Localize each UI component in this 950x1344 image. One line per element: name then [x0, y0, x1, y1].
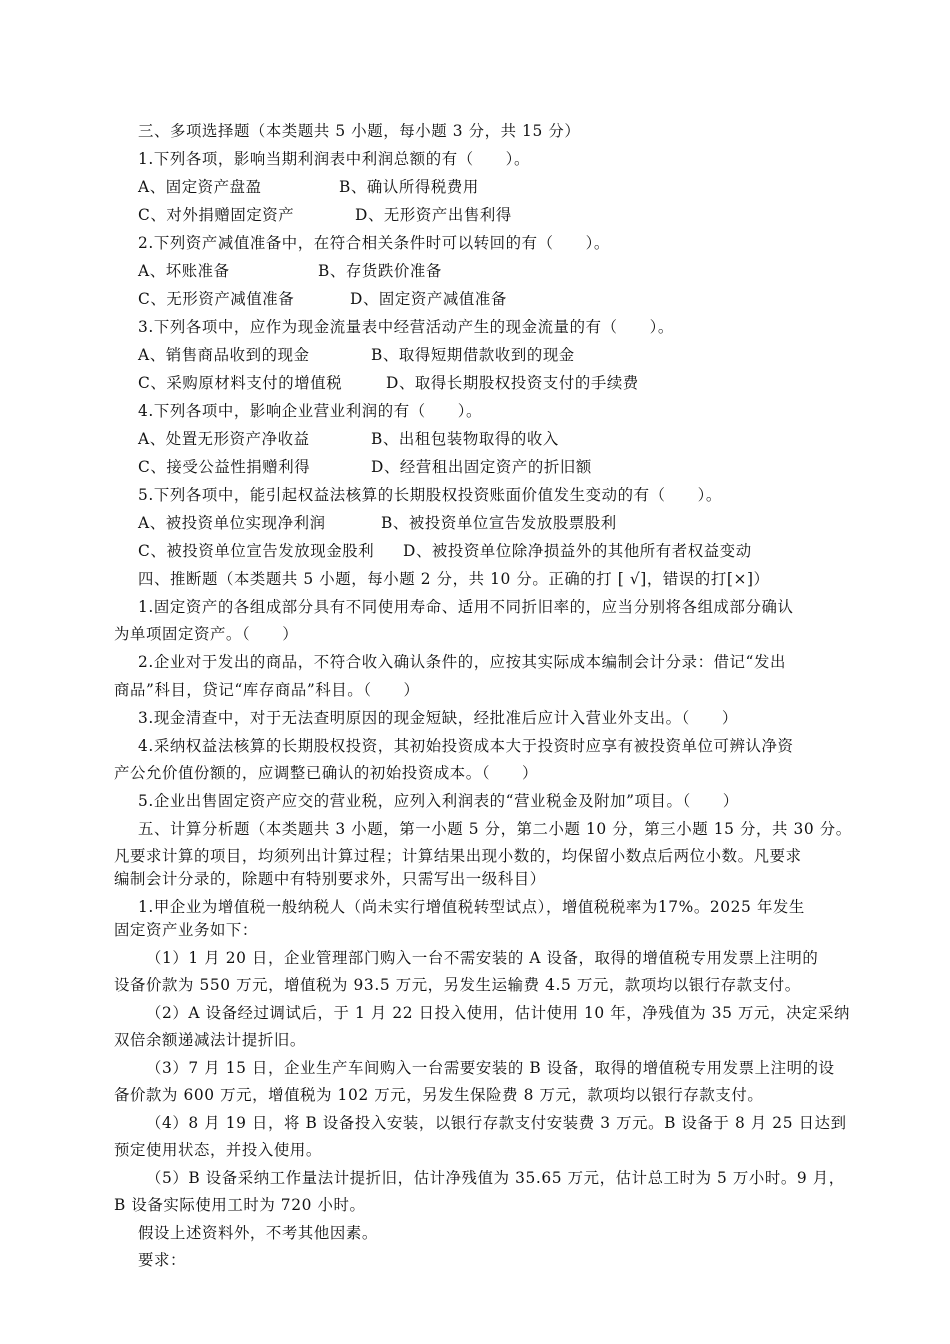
- paragraph-line: 3.现金清查中，对于无法查明原因的现金短缺，经批准后应计入营业外支出。（ ）: [138, 709, 738, 727]
- option-b: B、被投资单位宣告发放股票股利: [381, 514, 617, 532]
- option-c: C、被投资单位宣告发放现金股利: [138, 542, 375, 560]
- paragraph-line: 预定使用状态，并投入使用。: [114, 1141, 322, 1159]
- paragraph-line: 双倍余额递减法计提折旧。: [114, 1031, 306, 1049]
- option-a: A、被投资单位实现净利润: [138, 514, 326, 532]
- paragraph-line: 设备价款为 550 万元，增值税为 93.5 万元，另发生运输费 4.5 万元，款项均以银行存款支付。: [114, 976, 801, 994]
- question-stem: 3.下列各项中，应作为现金流量表中经营活动产生的现金流量的有（ ）。: [138, 318, 674, 336]
- paragraph-line: 编制会计分录的，除题中有特别要求外，只需写出一级科目）: [114, 870, 546, 888]
- option-a: A、销售商品收到的现金: [138, 346, 310, 364]
- question-stem: 2.下列资产减值准备中，在符合相关条件时可以转回的有（ ）。: [138, 234, 610, 252]
- paragraph-line: （4）8 月 19 日，将 B 设备投入安装，以银行存款支付安装费 3 万元。B 设备于 8 月 25 日达到: [146, 1114, 847, 1132]
- paragraph-line: B 设备实际使用工时为 720 小时。: [114, 1196, 366, 1214]
- paragraph-line: 1.固定资产的各组成部分具有不同使用寿命、适用不同折旧率的，应当分别将各组成部分确认: [138, 598, 794, 616]
- option-a: A、坏账准备: [138, 262, 230, 280]
- paragraph-line: （1）1 月 20 日，企业管理部门购入一台不需安装的 A 设备，取得的增值税专用发票上注明的: [146, 949, 819, 967]
- option-b: B、存货跌价准备: [318, 262, 442, 280]
- option-b: B、出租包装物取得的收入: [371, 430, 559, 448]
- option-a: A、处置无形资产净收益: [138, 430, 310, 448]
- paragraph-line: 固定资产业务如下：: [114, 921, 258, 939]
- paragraph-line: 备价款为 600 万元，增值税为 102 万元，另发生保险费 8 万元，款项均以银行存款支付。: [114, 1086, 764, 1104]
- question-stem: 4.下列各项中，影响企业营业利润的有（ ）。: [138, 402, 482, 420]
- option-c: C、接受公益性捐赠利得: [138, 458, 311, 476]
- paragraph-line: 要求：: [138, 1251, 186, 1269]
- option-d: D、取得长期股权投资支付的手续费: [386, 374, 639, 392]
- paragraph-line: 5.企业出售固定资产应交的营业税，应列入利润表的“营业税金及附加”项目。（ ）: [138, 792, 739, 810]
- section-title: 三、多项选择题（本类题共 5 小题，每小题 3 分，共 15 分）: [138, 122, 581, 140]
- paragraph-line: 凡要求计算的项目，均须列出计算过程；计算结果出现小数的，均保留小数点后两位小数。凡要求: [114, 847, 802, 865]
- paragraph-line: 产公允价值份额的，应调整已确认的初始投资成本。（ ）: [114, 764, 539, 782]
- question-stem: 5.下列各项中，能引起权益法核算的长期股权投资账面价值发生变动的有（ ）。: [138, 486, 722, 504]
- option-c: C、无形资产减值准备: [138, 290, 295, 308]
- paragraph-line: 为单项固定资产。（ ）: [114, 625, 299, 643]
- paragraph-line: 假设上述资料外，不考其他因素。: [138, 1224, 378, 1242]
- paragraph-line: 1.甲企业为增值税一般纳税人（尚未实行增值税转型试点），增值税税率为17%。2025 年发生: [138, 898, 805, 916]
- option-d: D、被投资单位除净损益外的其他所有者权益变动: [403, 542, 752, 560]
- paragraph-line: 商品”科目，贷记“库存商品”科目。（ ）: [114, 681, 420, 699]
- option-b: B、取得短期借款收到的现金: [371, 346, 575, 364]
- option-a: A、固定资产盘盈: [138, 178, 262, 196]
- option-c: C、对外捐赠固定资产: [138, 206, 295, 224]
- section-title: 四、推断题（本类题共 5 小题，每小题 2 分，共 10 分。正确的打 [ √]，错误的打[×]）: [138, 570, 770, 588]
- paragraph-line: 2.企业对于发出的商品，不符合收入确认条件的，应按其实际成本编制会计分录：借记“发出: [138, 653, 786, 671]
- option-d: D、无形资产出售利得: [355, 206, 512, 224]
- paragraph-line: （5）B 设备采纳工作量法计提折旧，估计净残值为 35.65 万元，估计总工时为 5 万小时。9 月，: [146, 1169, 845, 1187]
- option-c: C、采购原材料支付的增值税: [138, 374, 343, 392]
- paragraph-line: 4.采纳权益法核算的长期股权投资，其初始投资成本大于投资时应享有被投资单位可辨认净资: [138, 737, 794, 755]
- paragraph-line: （2）A 设备经过调试后，于 1 月 22 日投入使用，估计使用 10 年，净残值为 35 万元，决定采纳: [146, 1004, 850, 1022]
- option-b: B、确认所得税费用: [339, 178, 479, 196]
- option-d: D、固定资产减值准备: [350, 290, 507, 308]
- option-d: D、经营租出固定资产的折旧额: [371, 458, 592, 476]
- question-stem: 1.下列各项，影响当期利润表中利润总额的有（ ）。: [138, 150, 530, 168]
- paragraph-line: （3）7 月 15 日，企业生产车间购入一台需要安装的 B 设备，取得的增值税专用发票上注明的设: [146, 1059, 835, 1077]
- section-title: 五、计算分析题（本类题共 3 小题，第一小题 5 分，第二小题 10 分，第三小题 15 分，共 30 分。: [138, 820, 852, 838]
